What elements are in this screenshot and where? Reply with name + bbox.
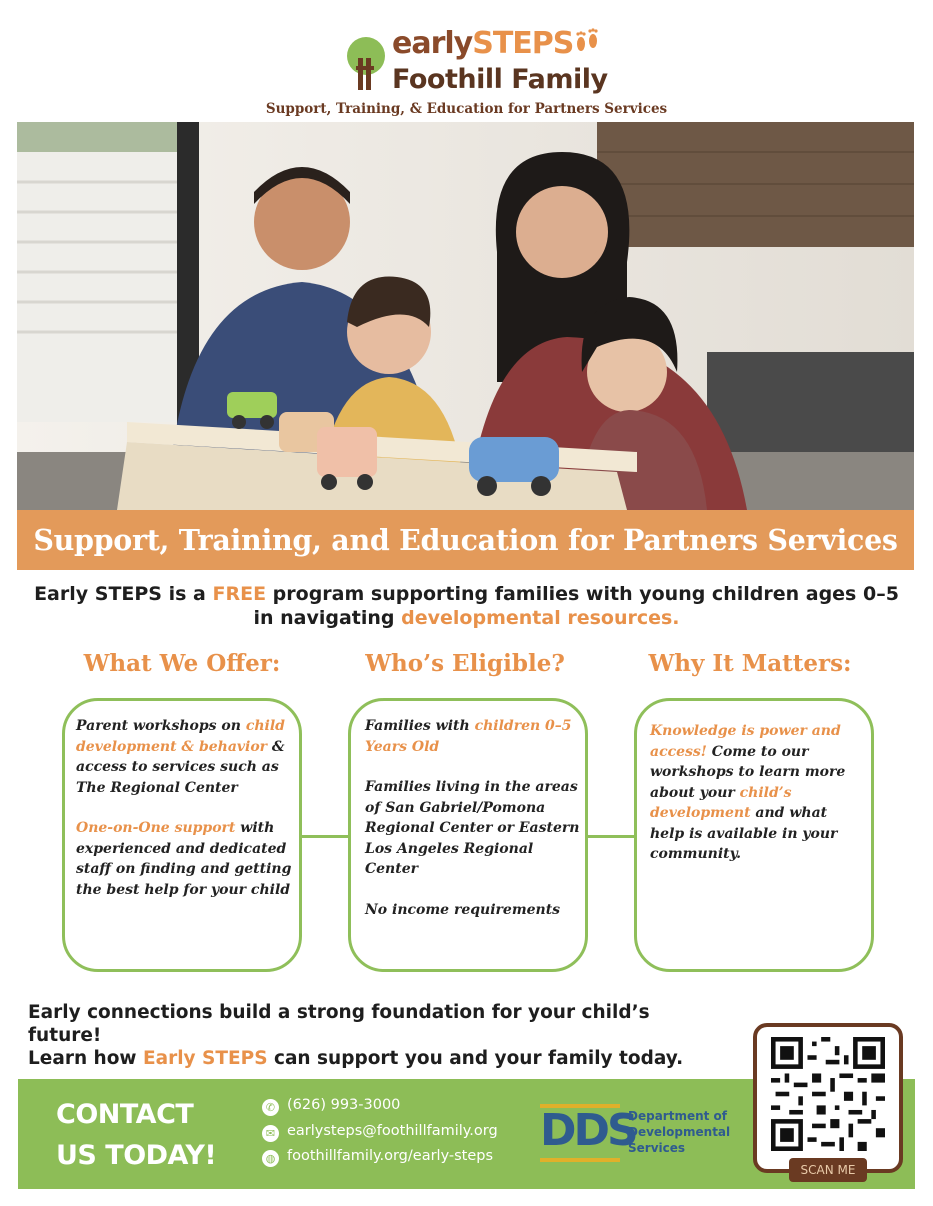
website-row[interactable]: ◍ foothillfamily.org/early-steps [262, 1148, 493, 1167]
tagline: Support, Training, & Education for Partners Services [265, 101, 668, 117]
contact-heading: CONTACT US TODAY! [56, 1099, 217, 1171]
phone-icon: ✆ [262, 1099, 279, 1116]
qr-code[interactable] [771, 1037, 885, 1151]
email-icon: ✉ [262, 1125, 279, 1142]
tree-icon [344, 36, 388, 92]
eligible-text: Families with children 0–5 Years Old Families living in the areas of San Gabriel/Pomona Regional Center or Eastern Los Angeles Regional Center No income requirements [365, 718, 580, 918]
connector-line [300, 835, 350, 838]
connector-line [586, 835, 636, 838]
why-it-matters-title: Why It Matters: [648, 650, 852, 677]
logo-subtitle: Foothill Family [392, 64, 608, 95]
closing-text: Early connections build a strong foundation for your child’s future! Learn how Early STEPS can support you and your family today. [28, 1002, 684, 1069]
section-banner: Support, Training, and Education for Partners Services [17, 510, 914, 570]
dds-logo: DDS Department of Developmental Services [540, 1104, 720, 1162]
logo-wordmark: earlySTEPS [392, 26, 574, 61]
globe-icon: ◍ [262, 1150, 279, 1167]
footprints-icon [572, 28, 602, 54]
logo [344, 22, 614, 100]
email-row[interactable]: ✉ earlysteps@foothillfamily.org [262, 1123, 498, 1142]
family-playing-image [17, 122, 914, 510]
matters-text: Knowledge is power and access! Come to our workshops to learn more about your child’s development and what help is available in your community. [650, 723, 846, 862]
what-we-offer-title: What We Offer: [83, 650, 281, 677]
whos-eligible-title: Who’s Eligible? [365, 650, 565, 677]
intro-text: Early STEPS is a FREE program supporting families with young children ages 0–5 in navigating developmental resources. [34, 583, 899, 629]
family-photo [17, 122, 914, 510]
scan-me-label: SCAN ME [789, 1158, 867, 1182]
phone-row[interactable]: ✆ (626) 993-3000 [262, 1097, 400, 1116]
offer-text: Parent workshops on child development & behavior & access to services such as The Regional Center One-on-One support with experienced and dedicated staff on finding and getting the best help for your child [76, 718, 292, 898]
